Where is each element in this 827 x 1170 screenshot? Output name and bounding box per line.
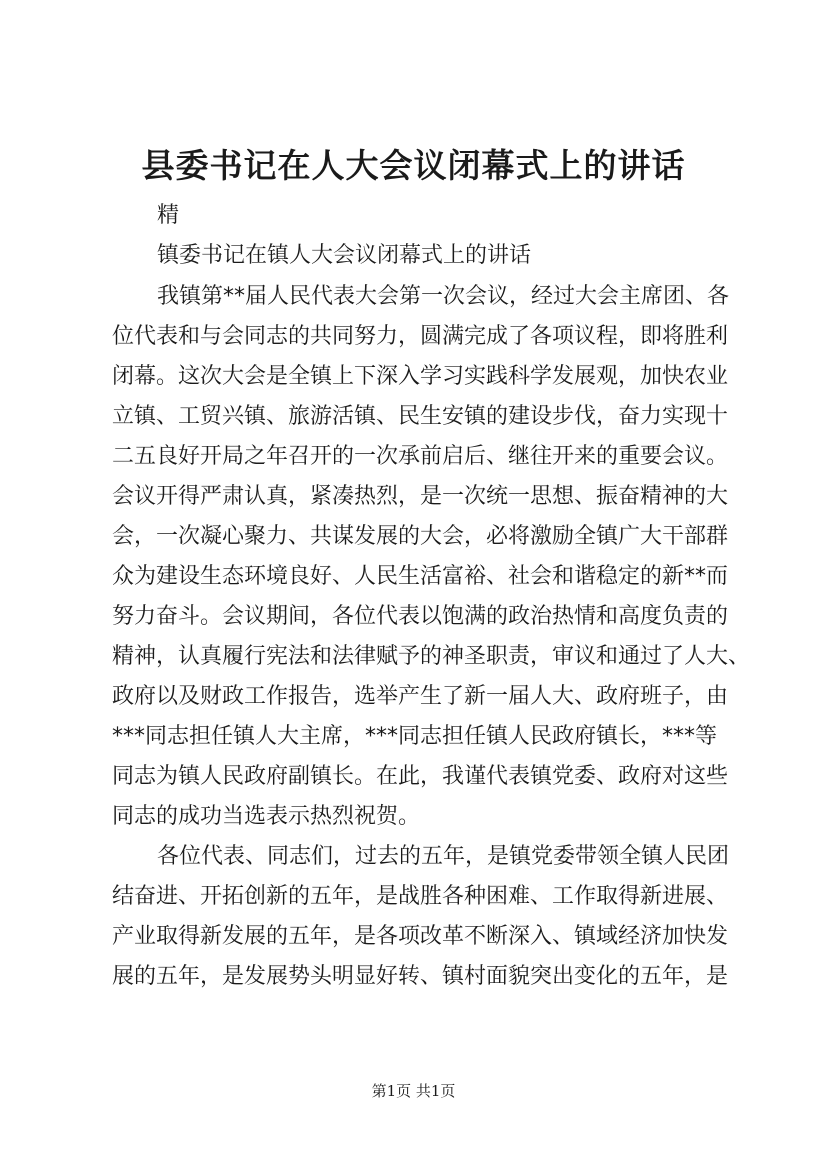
- body-line: 各位代表、同志们，过去的五年，是镇党委带领全镇人民团: [157, 844, 730, 869]
- body-line: 精神，认真履行宪法和法律赋予的神圣职责，审议和通过了人大、: [112, 644, 751, 669]
- page-footer: 第1页 共1页: [371, 1082, 456, 1100]
- body-line: 同志的成功当选表示热烈祝贺。: [112, 804, 421, 829]
- body-line: 展的五年，是发展势头明显好转、镇村面貌突出变化的五年，是: [112, 964, 729, 989]
- body-line: 二五良好开局之年召开的一次承前启后、继往开来的重要会议。: [112, 444, 729, 469]
- document-title: 县委书记在人大会议闭幕式上的讲话: [141, 146, 686, 185]
- body-line: 会议开得严肃认真，紧凑热烈，是一次统一思想、振奋精神的大: [112, 484, 729, 509]
- body-line: 位代表和与会同志的共同努力，圆满完成了各项议程，即将胜利: [112, 324, 729, 349]
- body-line: 政府以及财政工作报告，选举产生了新一届人大、政府班子，由: [112, 684, 729, 709]
- subtitle-line: 镇委书记在镇人大会议闭幕式上的讲话: [157, 243, 532, 268]
- body-line: 结奋进、开拓创新的五年，是战胜各种困难、工作取得新进展、: [112, 884, 729, 909]
- body-line: 产业取得新发展的五年，是各项改革不断深入、镇域经济加快发: [112, 924, 729, 949]
- body-line: 闭幕。这次大会是全镇上下深入学习实践科学发展观，加快农业: [112, 364, 729, 389]
- body-line: 同志为镇人民政府副镇长。在此，我谨代表镇党委、政府对这些: [112, 764, 729, 789]
- body-line: 我镇第**届人民代表大会第一次会议，经过大会主席团、各: [157, 284, 730, 309]
- body-line: ***同志担任镇人大主席，***同志担任镇人民政府镇长，***等: [112, 724, 718, 749]
- tag-line: 精: [157, 203, 180, 228]
- body-line: 会，一次凝心聚力、共谋发展的大会，必将激励全镇广大干部群: [112, 524, 729, 549]
- body-line: 众为建设生态环境良好、人民生活富裕、社会和谐稳定的新**而: [112, 564, 729, 589]
- body-line: 立镇、工贸兴镇、旅游活镇、民生安镇的建设步伐，奋力实现十: [112, 404, 729, 429]
- body-line: 努力奋斗。会议期间，各位代表以饱满的政治热情和高度负责的: [112, 604, 729, 629]
